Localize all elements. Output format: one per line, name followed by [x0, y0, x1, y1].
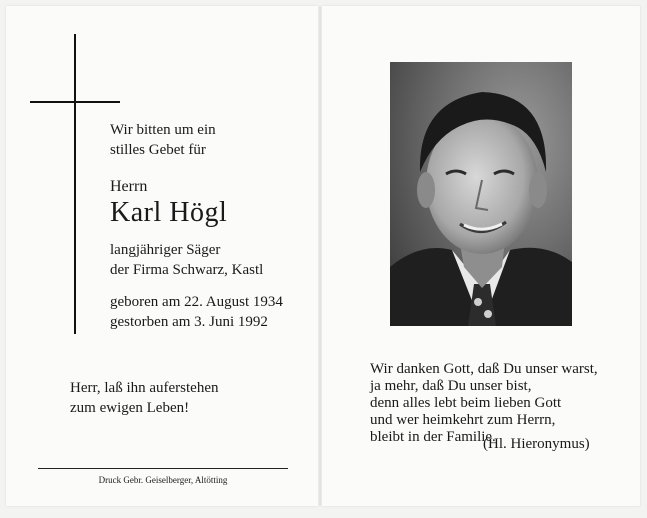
- intro-text: [110, 120, 216, 160]
- occupation-line-2: der Firma Schwarz, Kastl: [110, 262, 264, 278]
- divider: [38, 468, 288, 469]
- salutation: Herrn: [110, 178, 148, 195]
- quote-line: denn alles lebt beim lieben Gott: [370, 395, 562, 411]
- cross-icon: [74, 34, 76, 334]
- occupation-line-1: langjähriger Säger: [110, 242, 221, 258]
- quote-line: Wir danken Gott, daß Du unser warst,: [370, 361, 598, 377]
- prayer: [70, 378, 219, 418]
- occupation: [110, 240, 263, 280]
- birth-date: geboren am 22. August 1934: [110, 294, 283, 310]
- quote-line: und wer heimkehrt zum Herrn,: [370, 412, 556, 428]
- prayer-line-2: zum ewigen Leben!: [70, 400, 190, 416]
- death-date: gestorben am 3. Juni 1992: [110, 314, 268, 330]
- deceased-name: Karl Högl: [110, 197, 228, 228]
- intro-line-1: Wir bitten um ein: [110, 122, 216, 138]
- life-dates: [110, 292, 283, 332]
- printer-credit: Druck Gebr. Geiselberger, Altötting: [98, 475, 228, 485]
- quote-attribution: (Hl. Hieronymus): [483, 436, 590, 452]
- quote-line: bleibt in der Familie.: [370, 429, 496, 445]
- portrait-image: [390, 62, 572, 326]
- portrait-photo: [390, 62, 572, 326]
- card-fold: [319, 6, 321, 506]
- cross-icon-bar: [30, 101, 120, 103]
- prayer-line-1: Herr, laß ihn auferstehen: [70, 380, 219, 396]
- intro-line-2: stilles Gebet für: [110, 142, 206, 158]
- quote-line: ja mehr, daß Du unser bist,: [370, 378, 532, 394]
